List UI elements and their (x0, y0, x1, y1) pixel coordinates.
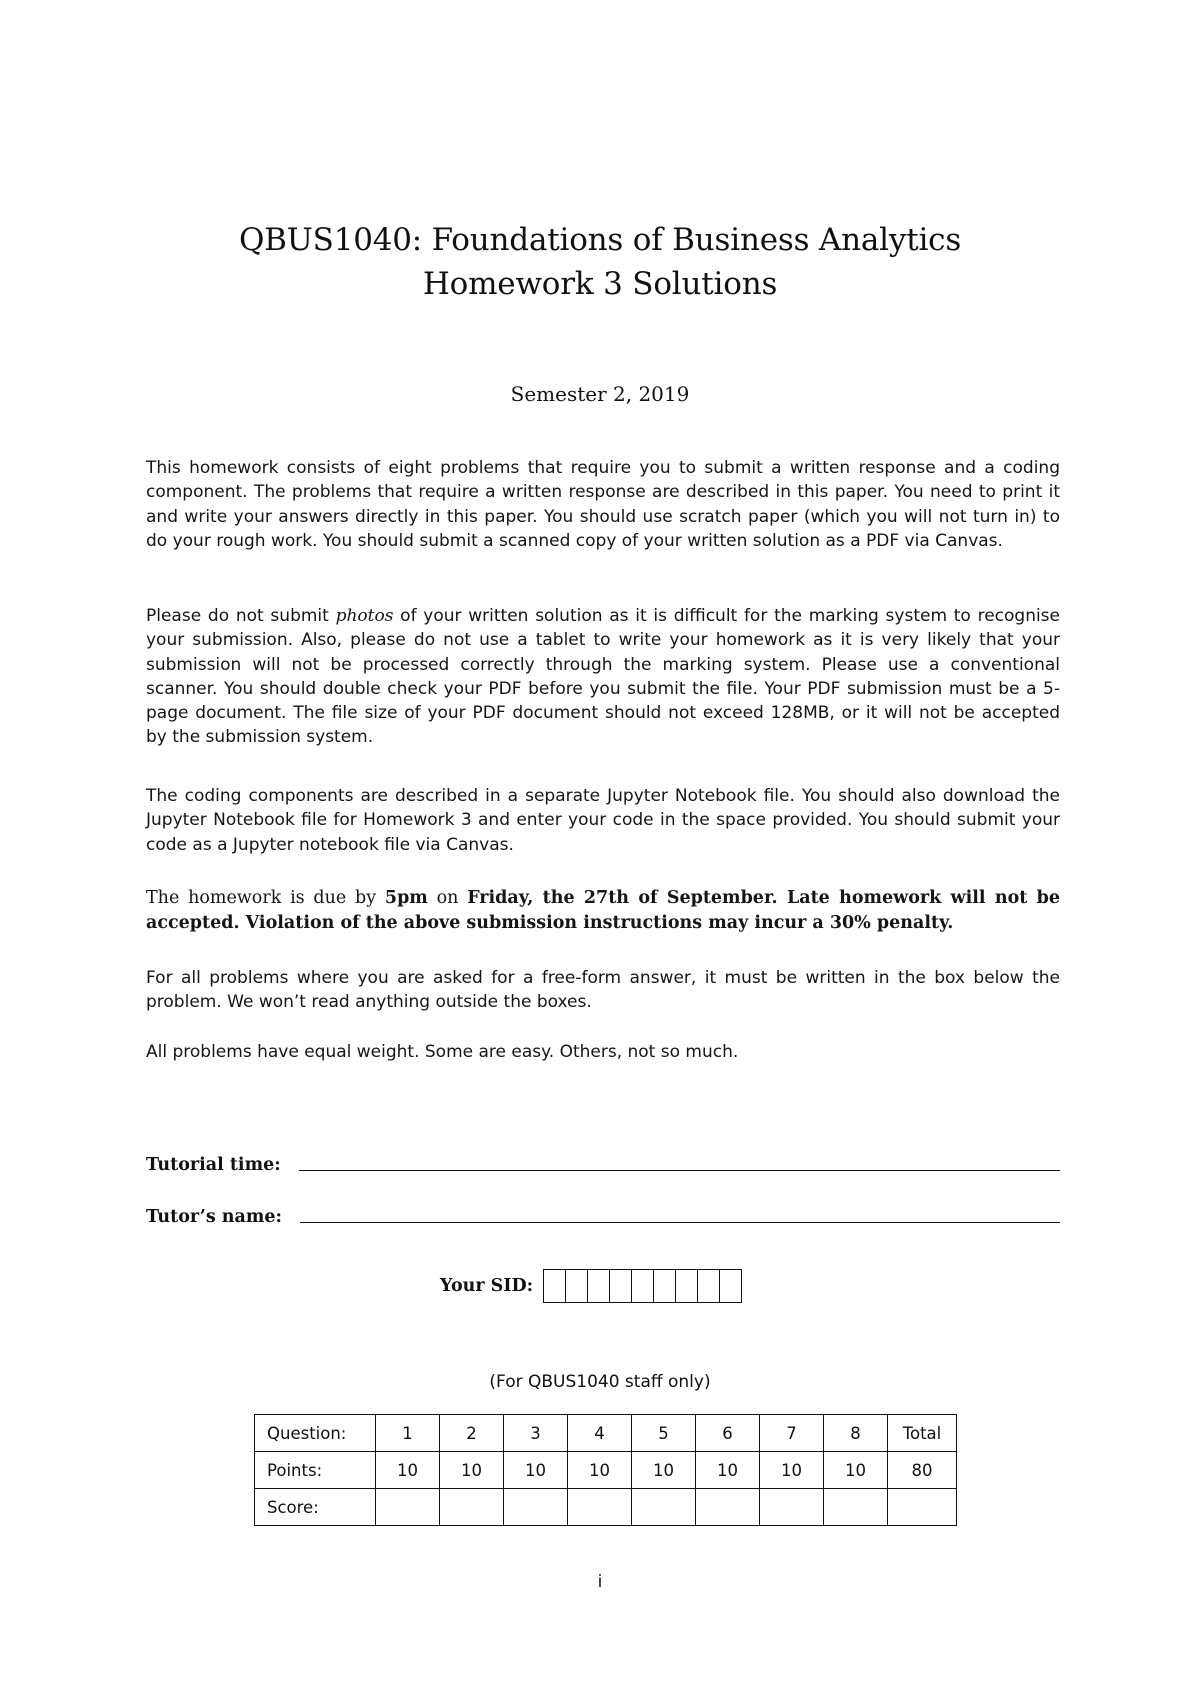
title-line-1: QBUS1040: Foundations of Business Analytics (238, 222, 962, 258)
sid-digit-box (720, 1270, 742, 1302)
sid-boxes (543, 1269, 742, 1303)
table-cell (824, 1489, 888, 1526)
tutorial-time-line (299, 1169, 1060, 1171)
table-cell: Points: (255, 1452, 376, 1489)
sid-digit-box (588, 1270, 610, 1302)
table-cell (568, 1489, 632, 1526)
due-date-paragraph (146, 886, 1060, 936)
due-text-b: on (427, 888, 468, 908)
table-cell: 10 (568, 1452, 632, 1489)
tutor-name-field (146, 1198, 1060, 1228)
table-cell: 10 (504, 1452, 568, 1489)
table-cell: 10 (376, 1452, 440, 1489)
table-cell (760, 1489, 824, 1526)
sid-digit-box (610, 1270, 632, 1302)
instructions-paragraph-1 (146, 456, 1060, 553)
sid-digit-box (698, 1270, 720, 1302)
table-cell: 7 (760, 1415, 824, 1452)
table-cell: 1 (376, 1415, 440, 1452)
instructions-p2-text-a: Please do not submit (146, 606, 336, 626)
sid-digit-box (632, 1270, 654, 1302)
sid-digit-box (676, 1270, 698, 1302)
table-cell (440, 1489, 504, 1526)
table-cell: 4 (568, 1415, 632, 1452)
table-row-score (255, 1489, 957, 1526)
instructions-paragraph-2 (146, 604, 1060, 750)
table-cell: 8 (824, 1415, 888, 1452)
sid-label: Your SID: (440, 1276, 534, 1296)
instructions-p5-text: For all problems where you are asked for a free-form answer, it must be written in the box below the problem. We won’t read anything outside the boxes. (146, 968, 1060, 1013)
table-cell: 3 (504, 1415, 568, 1452)
sid-digit-box (566, 1270, 588, 1302)
table-row-points (255, 1452, 957, 1489)
table-cell (696, 1489, 760, 1526)
table-cell (888, 1489, 957, 1526)
tutorial-time-field (146, 1146, 1060, 1176)
table-cell (504, 1489, 568, 1526)
table-cell: 10 (824, 1452, 888, 1489)
table-cell: 10 (696, 1452, 760, 1489)
due-date-and-penalty: Friday, the 27th of September. Late homework will not be accepted. Violation of the above submission instructions may incur a 30% penalty. (146, 888, 1060, 933)
table-cell: 2 (440, 1415, 504, 1452)
table-cell: 5 (632, 1415, 696, 1452)
page-number: i (597, 1572, 603, 1592)
table-cell: Score: (255, 1489, 376, 1526)
sid-field (440, 1268, 742, 1304)
instructions-p2-text-b: of your written solution as it is difficult for the marking system to recognise your submission. Also, please do not use a tablet to write your homework as it is very likely that your submission will not be processed correctly through the marking system. Please use a conventional scanner. You should double check your PDF before you submit the file. Your PDF submission must be a 5-page document. The file size of your PDF document should not exceed 128MB, or it will not be accepted by the submission system. (146, 606, 1061, 748)
table-cell (376, 1489, 440, 1526)
title-line-2: Homework 3 Solutions (422, 266, 778, 302)
table-cell: 6 (696, 1415, 760, 1452)
sid-digit-box (654, 1270, 676, 1302)
instructions-p2-emph: photos (335, 606, 394, 626)
table-cell (632, 1489, 696, 1526)
table-cell: 10 (760, 1452, 824, 1489)
document-title (0, 218, 1200, 306)
instructions-p1-text: This homework consists of eight problems that require you to submit a written response and a coding component. The problems that require a written response are described in this paper. You need to print it and write your answers directly in this paper. You should use scratch paper (which you will not turn in) to do your rough work. You should submit a scanned copy of your written solution as a PDF via Canvas. (146, 458, 1060, 551)
staff-only-note: (For QBUS1040 staff only) (489, 1372, 711, 1392)
instructions-p3-text: The coding components are described in a separate Jupyter Notebook file. You should also download the Jupyter Notebook file for Homework 3 and enter your code in the space provided. You should submit your code as a Jupyter notebook file via Canvas. (146, 786, 1060, 855)
table-cell: Total (888, 1415, 957, 1452)
table-cell: Question: (255, 1415, 376, 1452)
due-text-a: The homework is due by (146, 888, 385, 908)
due-time: 5pm (384, 888, 428, 908)
table-row-question (255, 1415, 957, 1452)
table-cell: 10 (440, 1452, 504, 1489)
tutorial-time-label: Tutorial time: (146, 1155, 281, 1175)
table-cell: 80 (888, 1452, 957, 1489)
sid-digit-box (544, 1270, 566, 1302)
score-table (254, 1414, 957, 1526)
table-cell: 10 (632, 1452, 696, 1489)
instructions-paragraph-6 (146, 1040, 1060, 1064)
instructions-paragraph-3 (146, 784, 1060, 857)
tutor-name-line (300, 1221, 1060, 1223)
semester: Semester 2, 2019 (510, 382, 690, 406)
tutor-name-label: Tutor’s name: (146, 1207, 282, 1227)
instructions-paragraph-5 (146, 966, 1060, 1015)
instructions-p6-text: All problems have equal weight. Some are easy. Others, not so much. (146, 1042, 739, 1062)
